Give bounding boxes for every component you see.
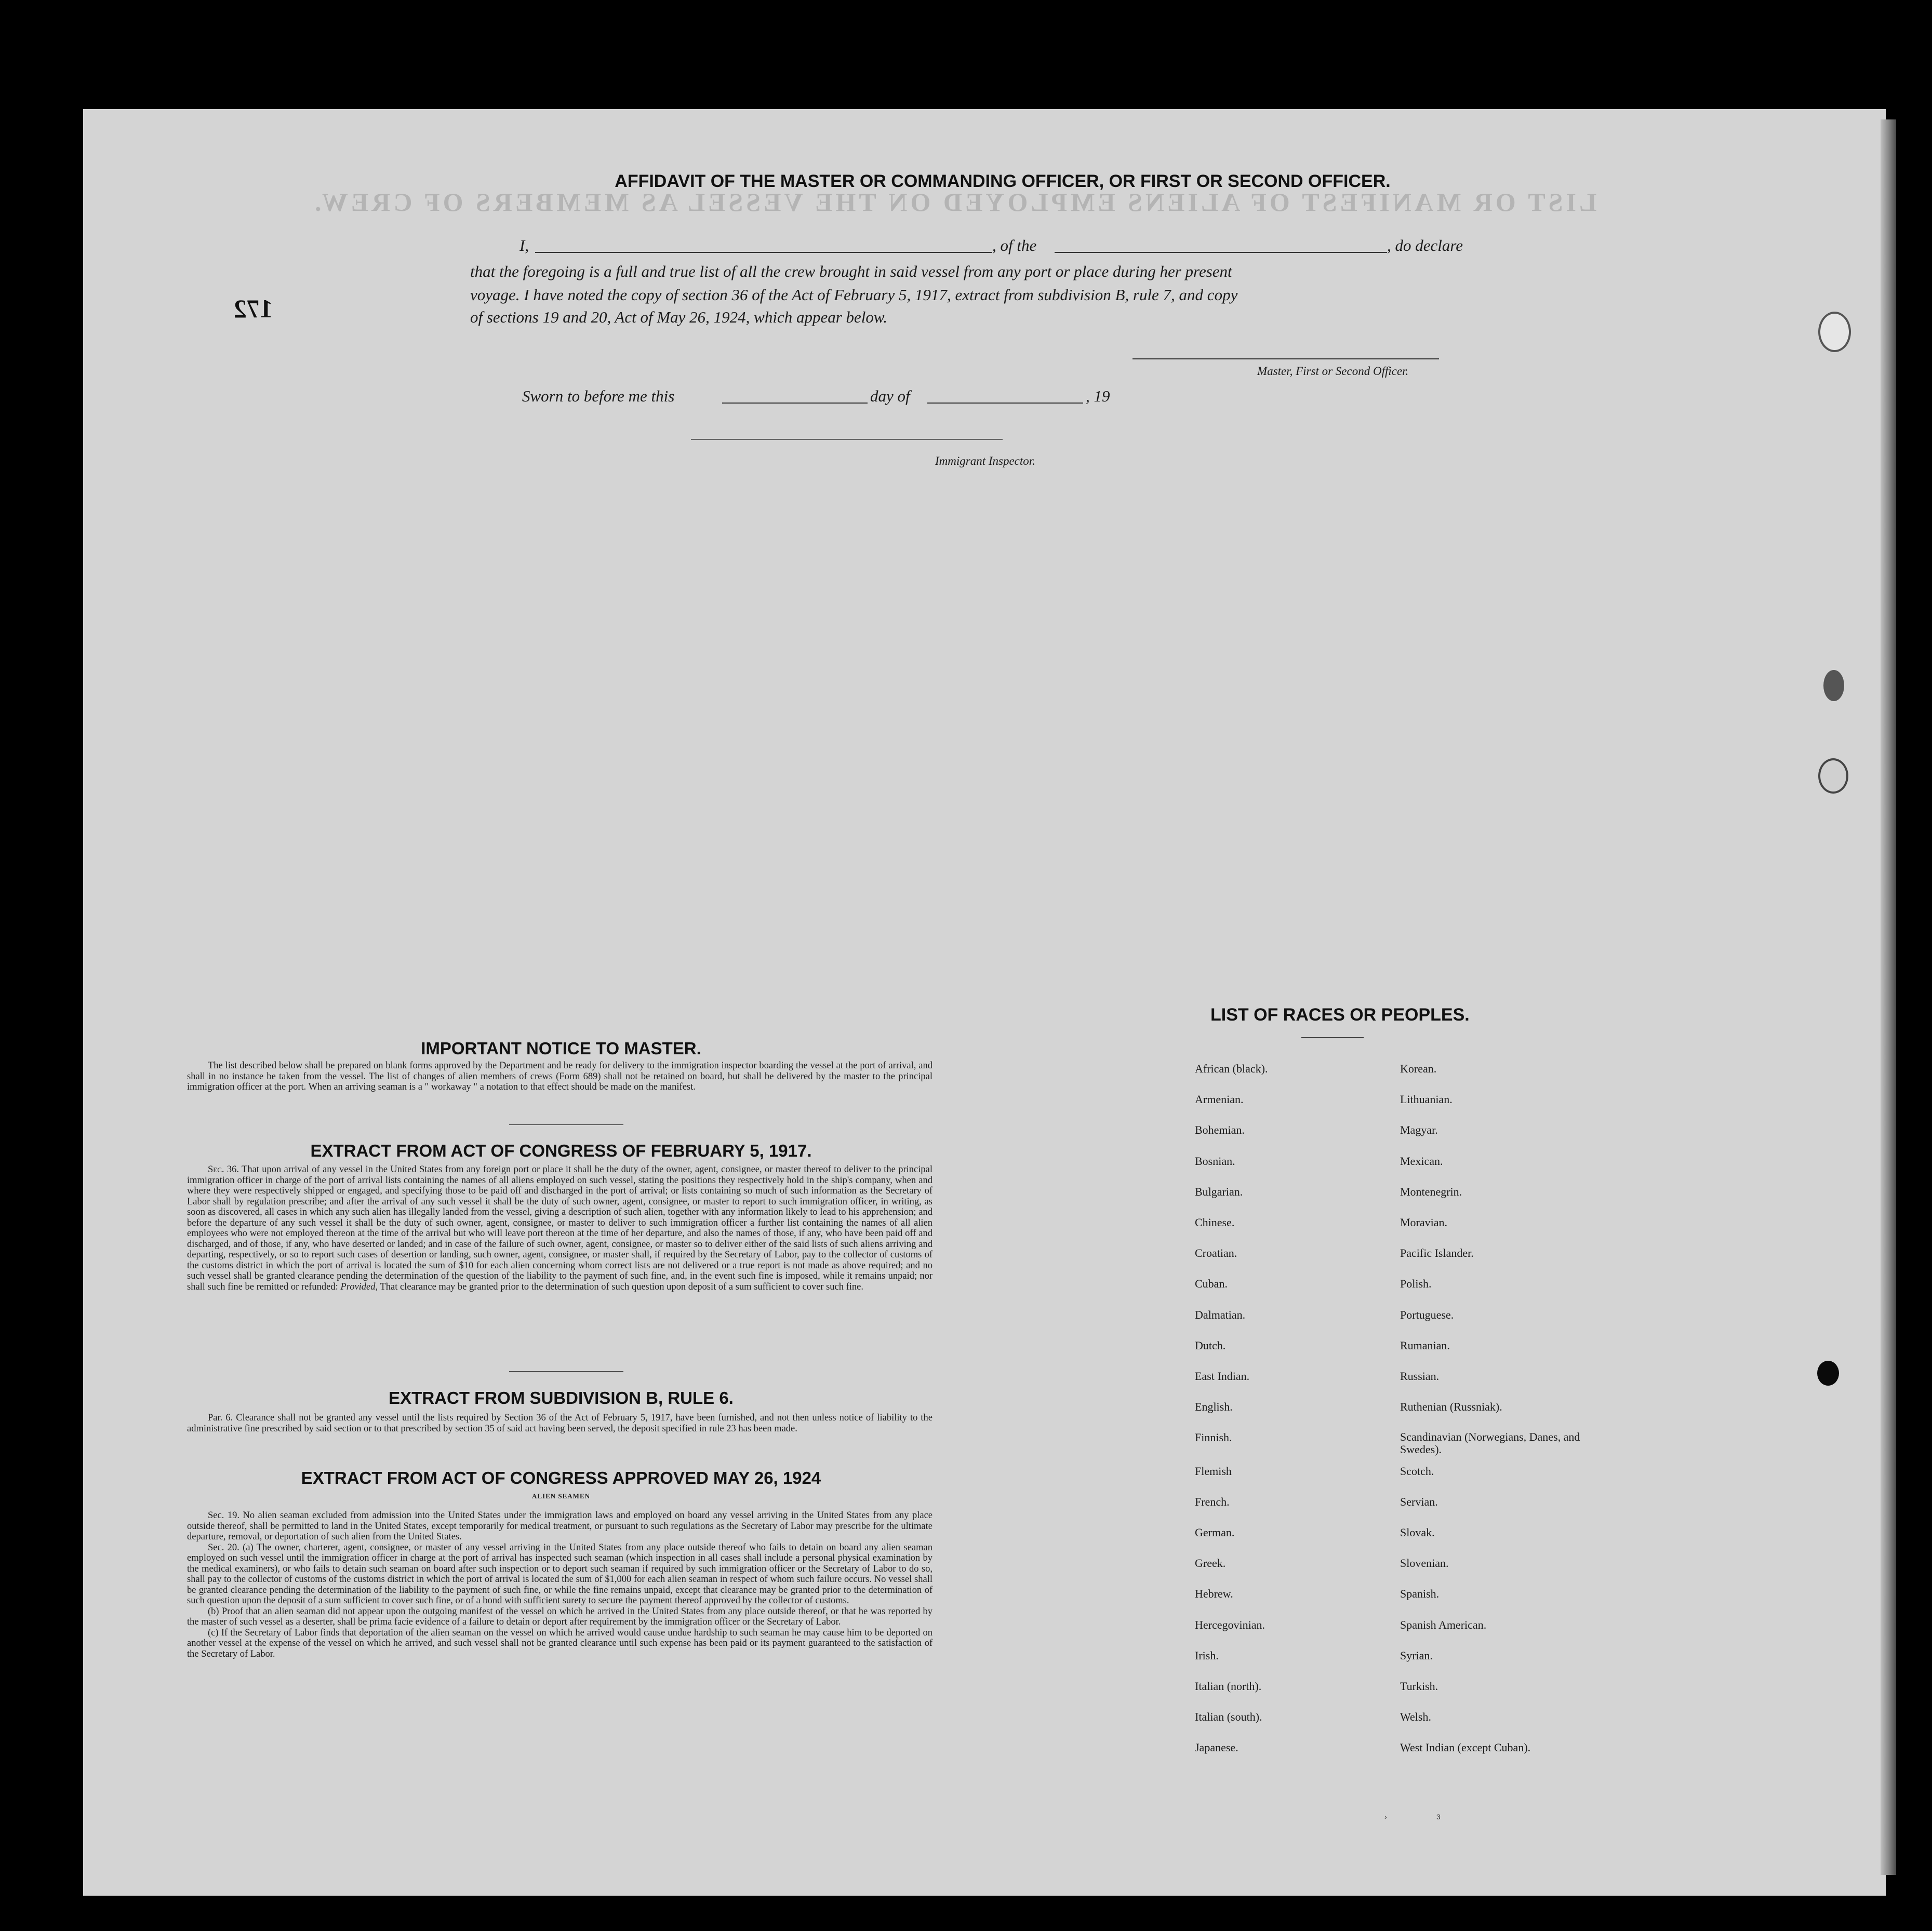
race-item: Scandinavian (Norwegians, Danes, and Swedes). bbox=[1400, 1430, 1580, 1456]
affidavit-line-2: that the foregoing is a full and true list of all the crew brought in said vessel from any port or place during her present bbox=[470, 262, 1232, 280]
race-item: Flemish bbox=[1195, 1464, 1232, 1478]
race-item: Ruthenian (Russniak). bbox=[1400, 1400, 1502, 1414]
race-item: Spanish. bbox=[1400, 1587, 1440, 1601]
race-item: German. bbox=[1195, 1526, 1235, 1539]
sec-20c-text: (c) If the Secretary of Labor finds that deportation of the alien seaman on the vessel on which he arrived would cause undue hardship to such seaman he may cause him to be deported on another vessel at the expense of the vessel on which he arrived, and such vessel shall not be granted clearance until such expense has been paid or its payment guaranteed to the satisfaction of the Secretary of Labor. bbox=[187, 1627, 932, 1659]
notice-body bbox=[187, 1061, 932, 1093]
race-item: Slovenian. bbox=[1400, 1557, 1449, 1570]
race-item: East Indian. bbox=[1195, 1370, 1250, 1383]
section-divider bbox=[509, 1124, 623, 1125]
race-item: Magyar. bbox=[1400, 1123, 1438, 1137]
sec-20b-text: (b) Proof that an alien seaman did not appear upon the outgoing manifest of the vessel on which he arrived in the United States from any place outside thereof, or that he was reported by the master of such vessel as a deserter, shall be prima facie evidence of a failure to detain or deport after requirement by the immigration officer or the Secretary of Labor. bbox=[187, 1606, 932, 1627]
section-label: Sec. 36. bbox=[208, 1164, 239, 1175]
section-36-text: That upon arrival of any vessel in the United States from any foreign port or place it shall be the duty of the owner, agent, consignee, or master thereof to deliver to the principal immigration officer in charge of the port of arrival lists containing the names of all aliens employed on such vessel, stating the positions they respectively hold in the ship's company, when and where they were respectively shipped or engaged, and specifying those to be paid off and discharged in the port of arrival; or lists containing so much of such information as the Secretary of Labor shall by regulation prescribe; and after the arrival of any such vessel it shall be the duty of such owner, agent, consignee, or master to report to such immigration officer, in writing, as soon as discovered, all cases in which any such alien has illegally landed from the vessel, giving a description of such alien, together with any information likely to lead to his apprehension; and before the departure of any such vessel it shall be the duty of such owner, agent, consignee, or master to deliver to such immigration officer a further list containing the names of all alien employees who were not employed thereon at the time of the arrival but who will leave port thereon at the time of her departure, and also the names of those, if any, who have been paid off and discharged, and of those, if any, who have deserted or landed; and in case of the failure of such owner, agent, consignee, or master so to deliver either of the said lists of such aliens arriving and departing, respectively, or so to report such cases of desertion or landing, such owner, agent, consignee, or master shall, if required by the Secretary of Labor, pay to the collector of customs of the customs district in which the port of arrival is located the sum of $10 for each alien concerning whom correct lists are not delivered or a true report is not made as above required; and no such vessel shall be granted clearance pending the determination of the question of the liability to the payment of such fine, and, in the event such fine is imposed, while it remains unpaid; nor shall such fine be remitted or refunded: bbox=[187, 1164, 932, 1292]
binder-hole bbox=[1818, 758, 1848, 794]
race-item: Chinese. bbox=[1195, 1216, 1235, 1229]
race-item: Mexican. bbox=[1400, 1154, 1443, 1168]
proviso-text: That clearance may be granted prior to the determination of such question upon deposit of a sum sufficient to cover such fine. bbox=[380, 1281, 863, 1292]
race-item: Rumanian. bbox=[1400, 1338, 1450, 1352]
sworn-text-a: Sworn to before me this bbox=[522, 387, 675, 405]
vessel-blank bbox=[1055, 252, 1387, 253]
page-edge bbox=[1881, 119, 1896, 1875]
affidavit-line-1b: , of the bbox=[992, 236, 1037, 254]
sworn-text-c: , 19 bbox=[1086, 387, 1110, 405]
affidavit-line-1c: , do declare bbox=[1387, 236, 1463, 254]
race-item: Spanish American. bbox=[1400, 1618, 1487, 1631]
extract-1924-body bbox=[187, 1510, 932, 1659]
race-item: Armenian. bbox=[1195, 1093, 1244, 1106]
name-blank bbox=[535, 252, 992, 253]
notice-text: The list described below shall be prepared on blank forms approved by the Department and be ready for delivery to the immigration inspector boarding the vessel at the port of arrival, and shall in no instance be taken from the vessel. The list of changes of alien members of crews (Form 689) shall not be retained on board, but shall be delivered by the master to the principal immigration officer at the port. When an arriving seaman is a " workaway " a notation to that effect should be made on the manifest. bbox=[187, 1061, 932, 1092]
sworn-day-blank bbox=[722, 403, 868, 404]
extract-1917-body bbox=[187, 1164, 932, 1292]
page-mark: 3 bbox=[1436, 1813, 1441, 1821]
affidavit-line-4: of sections 19 and 20, Act of May 26, 1924, which appear below. bbox=[470, 308, 888, 326]
race-item: Slovak. bbox=[1400, 1526, 1435, 1539]
signer-label: Master, First or Second Officer. bbox=[1257, 365, 1409, 378]
binder-hole bbox=[1823, 670, 1844, 701]
notice-title: IMPORTANT NOTICE TO MASTER. bbox=[421, 1039, 701, 1058]
race-item: Welsh. bbox=[1400, 1710, 1431, 1724]
sworn-month-blank bbox=[927, 403, 1083, 404]
race-item: Polish. bbox=[1400, 1277, 1432, 1291]
race-item: Hebrew. bbox=[1195, 1587, 1233, 1601]
race-item: Italian (north). bbox=[1195, 1680, 1262, 1693]
race-item: French. bbox=[1195, 1495, 1230, 1508]
page-mark: › bbox=[1384, 1813, 1387, 1821]
affidavit-title: AFFIDAVIT OF THE MASTER OR COMMANDING OFFICER, OR FIRST OR SECOND OFFICER. bbox=[615, 171, 1391, 191]
sworn-text-b: day of bbox=[870, 387, 910, 405]
race-item: Greek. bbox=[1195, 1557, 1226, 1570]
section-divider bbox=[509, 1371, 623, 1372]
extract-1924-title: EXTRACT FROM ACT OF CONGRESS APPROVED MAY 26, 1924 bbox=[301, 1468, 821, 1487]
subdivision-body bbox=[187, 1413, 932, 1434]
race-item: Croatian. bbox=[1195, 1246, 1237, 1260]
binder-hole bbox=[1817, 1361, 1839, 1386]
affidavit-line-3: voyage. I have noted the copy of section 36 of the Act of February 5, 1917, extract from subdivision B, rule 7, and copy bbox=[470, 286, 1238, 304]
race-item: English. bbox=[1195, 1400, 1233, 1414]
race-item: Pacific Islander. bbox=[1400, 1246, 1474, 1260]
inspector-signature-line bbox=[691, 439, 1003, 440]
race-item: Japanese. bbox=[1195, 1741, 1238, 1754]
background-form-title: LIST OR MANIFEST OF ALIENS EMPLOYED ON THE VESSEL AS MEMBERS OF CREW. bbox=[312, 187, 1597, 217]
race-item: Irish. bbox=[1195, 1648, 1219, 1662]
race-item: Bosnian. bbox=[1195, 1154, 1235, 1168]
sec-20a-text: Sec. 20. (a) The owner, charterer, agent, consignee, or master of any vessel arriving in the United States from any place outside thereof who fails to detain on board any alien seaman employed on such vessel until the immigration officer in charge at the port of arrival has inspected such seaman (which inspection in all cases shall include a personal physical examination by the medical examiners), or who fails to detain such seaman on board after such inspection or to deport such seaman if required by such immigration officer or the Secretary of Labor to do so, shall pay to the collector of customs of the customs district in which the port of arrival is located the sum of $1,000 for each alien seaman in respect of whom such failure occurs. No vessel shall be granted clearance pending the determination of the liability to the payment of such fine, or while the fine remains unpaid, except that clearance may be granted prior to the determination of such question upon the deposit of a sum sufficient to cover such fine, or of a bond with sufficient surety to secure the payment thereof approved by the collector of customs. bbox=[187, 1542, 932, 1606]
sec-19-text: Sec. 19. No alien seaman excluded from admission into the United States under the immigration laws and employed on board any vessel arriving in the United States from any place outside thereof, shall be permitted to land in the United States, except temporarily for medical treatment, or pursuant to such regulations as the Secretary of Labor may prescribe for the ultimate departure, removal, or deportation of such alien from the United States. bbox=[187, 1510, 932, 1542]
extract-1924-subtitle: ALIEN SEAMEN bbox=[531, 1492, 591, 1500]
race-item: African (black). bbox=[1195, 1062, 1268, 1075]
rule-6-text: Par. 6. Clearance shall not be granted any vessel until the lists required by Section 36 of the Act of February 5, 1917, have been furnished, and not then unless notice of liability to the administrative fine prescribed by said section or to that prescribed by section 35 of said act having been served, the deposit specified in rule 23 has been made. bbox=[187, 1413, 932, 1434]
subdivision-title: EXTRACT FROM SUBDIVISION B, RULE 6. bbox=[389, 1388, 734, 1407]
race-item: West Indian (except Cuban). bbox=[1400, 1741, 1531, 1754]
signature-line bbox=[1132, 358, 1439, 359]
race-item: Italian (south). bbox=[1195, 1710, 1262, 1724]
stamp-number: 172 bbox=[234, 294, 273, 323]
race-item: Portuguese. bbox=[1400, 1308, 1454, 1321]
affidavit-line-1a: I, bbox=[519, 236, 529, 254]
inspector-label: Immigrant Inspector. bbox=[935, 454, 1035, 467]
proviso-label: Provided, bbox=[340, 1281, 378, 1292]
race-item: Dutch. bbox=[1195, 1338, 1226, 1352]
race-item: Dalmatian. bbox=[1195, 1308, 1246, 1321]
race-item: Bohemian. bbox=[1195, 1123, 1245, 1137]
race-item: Korean. bbox=[1400, 1062, 1437, 1075]
race-item: Lithuanian. bbox=[1400, 1093, 1453, 1106]
races-title: LIST OF RACES OR PEOPLES. bbox=[1210, 1005, 1470, 1025]
race-item: Servian. bbox=[1400, 1495, 1438, 1508]
race-item: Bulgarian. bbox=[1195, 1185, 1243, 1198]
races-title-underline bbox=[1301, 1037, 1364, 1038]
race-item: Montenegrin. bbox=[1400, 1185, 1462, 1198]
binder-hole bbox=[1818, 312, 1851, 352]
race-item: Cuban. bbox=[1195, 1277, 1228, 1291]
race-item: Syrian. bbox=[1400, 1648, 1433, 1662]
race-item: Russian. bbox=[1400, 1370, 1440, 1383]
race-item: Turkish. bbox=[1400, 1680, 1438, 1693]
race-item: Scotch. bbox=[1400, 1464, 1434, 1478]
race-item: Moravian. bbox=[1400, 1216, 1448, 1229]
race-item: Finnish. bbox=[1195, 1431, 1232, 1444]
race-item: Hercegovinian. bbox=[1195, 1618, 1265, 1631]
extract-1917-title: EXTRACT FROM ACT OF CONGRESS OF FEBRUARY 5, 1917. bbox=[310, 1141, 812, 1160]
